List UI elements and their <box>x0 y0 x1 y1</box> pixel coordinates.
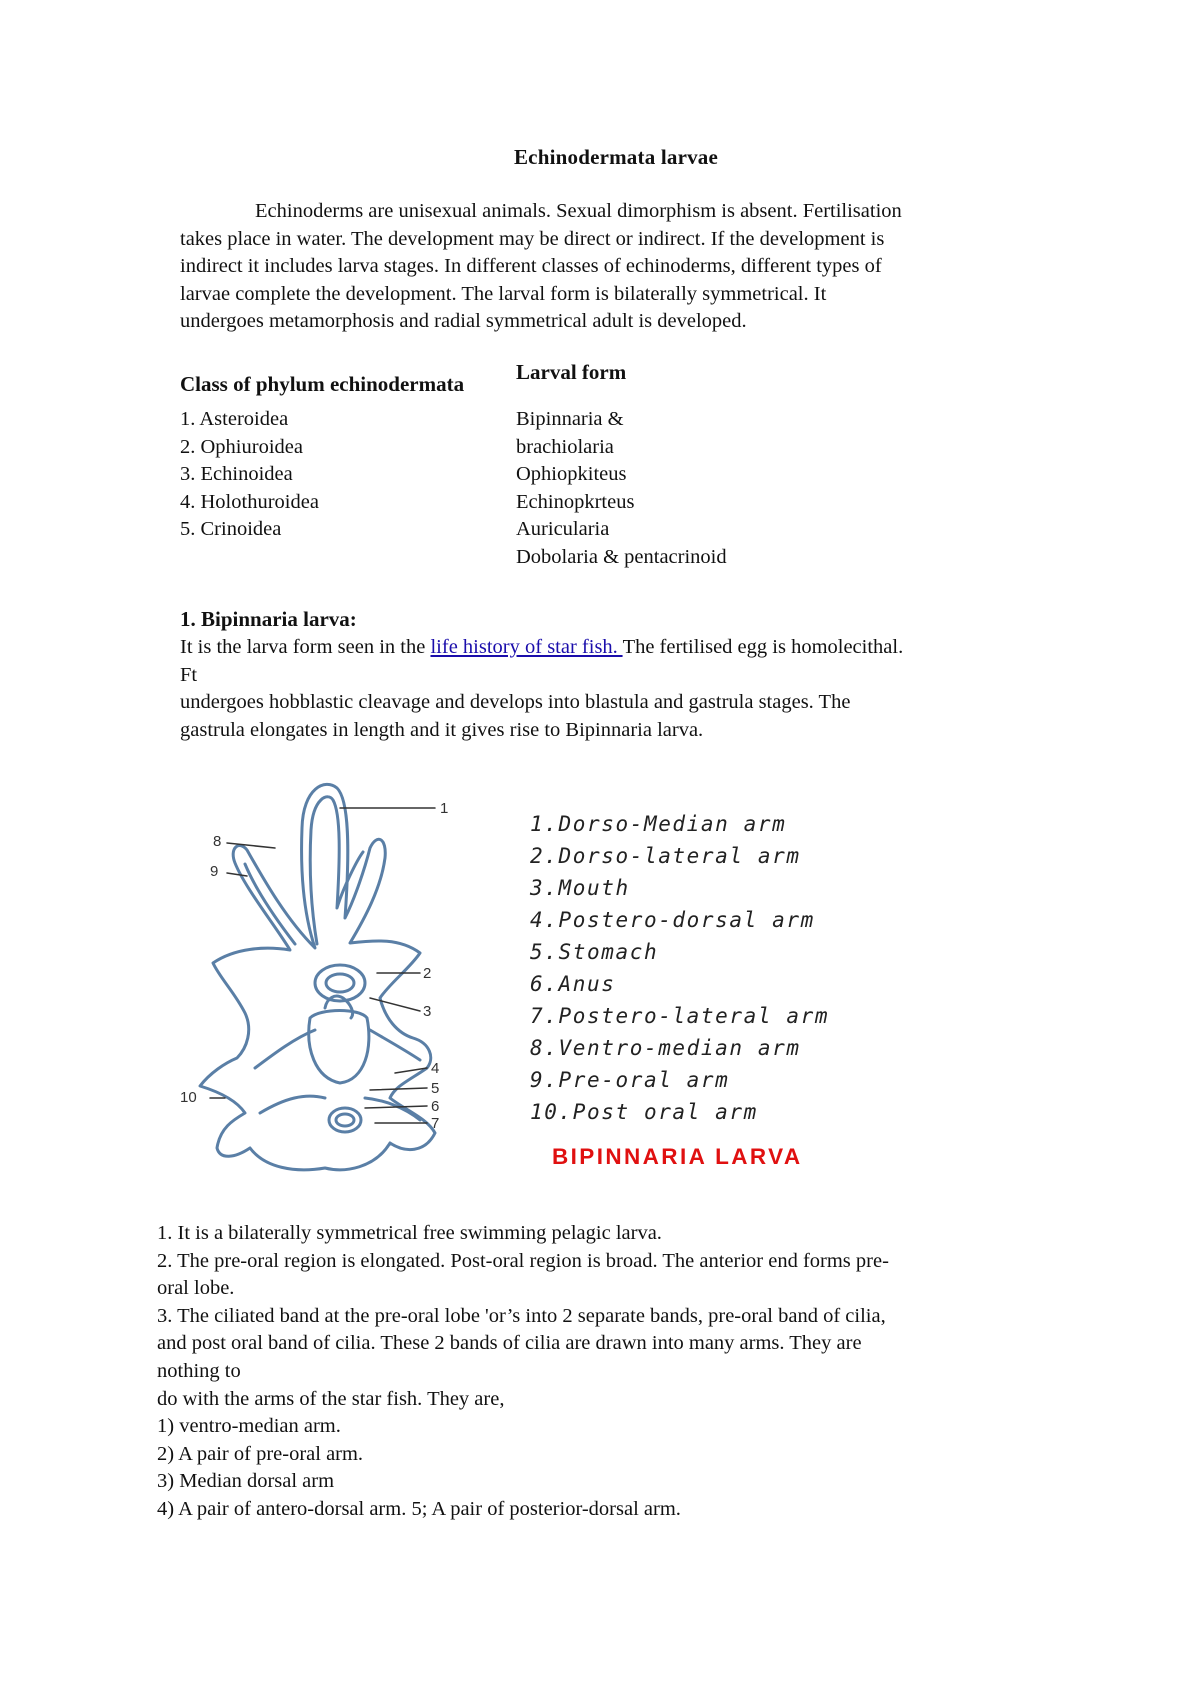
diagram-label-4: 4 <box>431 1060 440 1077</box>
legend-item: 6.Anus <box>530 972 616 996</box>
diagram-label-8: 8 <box>213 833 222 850</box>
list-item: Auricularia <box>516 518 610 541</box>
list-item: 4. Holothuroidea <box>180 490 319 513</box>
note-line: 3. The ciliated band at the pre-oral lobe 'or’s into 2 separate bands, pre-oral band of cilia, <box>157 1304 886 1327</box>
inner-outline <box>310 797 363 944</box>
section-line: It is the larva form seen in the life history of star fish. The fertilised egg is homolecithal. <box>180 636 904 658</box>
list-item: Ophiopkiteus <box>516 463 627 486</box>
list-item: Dobolaria & pentacrinoid <box>516 545 727 568</box>
bipinnaria-diagram <box>165 768 495 1198</box>
section-line: gastrula elongates in length and it gives rise to Bipinnaria larva. <box>180 718 704 741</box>
intro-line: undergoes metamorphosis and radial symmetrical adult is developed. <box>180 310 747 333</box>
notes-list <box>157 1220 1037 1524</box>
list-item: Bipinnaria & <box>516 408 624 430</box>
note-line: 2) A pair of pre-oral arm. <box>157 1442 364 1465</box>
intro-line: larvae complete the development. The larval form is bilaterally symmetrical. It <box>180 282 827 305</box>
diagram-label-10: 10 <box>180 1089 197 1106</box>
diagram-label-3: 3 <box>423 1003 432 1020</box>
intro-line: Echinoderms are unisexual animals. Sexual dimorphism is absent. Fertilisation <box>255 200 902 222</box>
note-line: do with the arms of the star fish. They are, <box>157 1387 505 1410</box>
class-list <box>180 406 319 544</box>
diagram-label-9: 9 <box>210 863 219 880</box>
legend-item: 4.Postero-dorsal arm <box>530 908 815 932</box>
section-body <box>180 634 1060 744</box>
note-line: 3) Median dorsal arm <box>157 1470 335 1493</box>
list-item: brachiolaria <box>516 435 614 458</box>
note-line: oral lobe. <box>157 1277 235 1300</box>
list-item: 5. Crinoidea <box>180 518 282 541</box>
life-history-link[interactable]: life history of star fish. <box>430 636 623 658</box>
larval-form-list <box>516 406 727 572</box>
legend-item: 8.Ventro-median arm <box>530 1036 801 1060</box>
document-title: Echinodermata larvae <box>513 145 719 169</box>
legend-item: 3.Mouth <box>530 876 630 900</box>
note-line: 1) ventro-median arm. <box>157 1415 341 1438</box>
note-line: 4) A pair of antero-dorsal arm. 5; A pair of posterior-dorsal arm. <box>157 1497 681 1520</box>
legend-item: 1.Dorso-Median arm <box>530 812 787 836</box>
figure-caption: BIPINNARIA LARVA <box>552 1144 803 1169</box>
table-header-class: Class of phylum echinodermata <box>180 372 465 396</box>
section-line: Ft <box>180 663 198 686</box>
legend-item: 10.Post oral arm <box>530 1100 758 1124</box>
section-line: undergoes hobblastic cleavage and develops into blastula and gastrula stages. The <box>180 691 851 714</box>
diagram-label-2: 2 <box>423 965 432 982</box>
legend-item: 7.Postero-lateral arm <box>530 1004 830 1028</box>
list-item: 3. Echinoidea <box>180 463 293 486</box>
diagram-label-5: 5 <box>431 1080 440 1097</box>
intro-line: takes place in water. The development may be direct or indirect. If the development is <box>180 227 885 250</box>
diagram-label-1: 1 <box>440 800 449 817</box>
intro-paragraph <box>180 198 1030 336</box>
note-line: 2. The pre-oral region is elongated. Post-oral region is broad. The anterior end forms pre- <box>157 1249 889 1272</box>
stomach-shape <box>309 1011 369 1084</box>
legend-item: 2.Dorso-lateral arm <box>530 844 801 868</box>
list-item: 1. Asteroidea <box>180 408 289 430</box>
anus-shape <box>329 1108 361 1132</box>
note-line: and post oral band of cilia. These 2 bands of cilia are drawn into many arms. They are <box>157 1332 862 1355</box>
diagram-label-7: 7 <box>431 1115 440 1132</box>
table-header-larval-form: Larval form <box>516 360 627 384</box>
note-line: 1. It is a bilaterally symmetrical free swimming pelagic larva. <box>157 1222 662 1244</box>
intro-line: indirect it includes larva stages. In different classes of echinoderms, different types of <box>180 255 882 278</box>
note-line: nothing to <box>157 1359 241 1382</box>
diagram-label-6: 6 <box>431 1098 440 1115</box>
list-item: 2. Ophiuroidea <box>180 435 303 458</box>
section-heading: 1. Bipinnaria larva: <box>180 607 357 631</box>
legend-item: 5.Stomach <box>530 940 659 964</box>
list-item: Echinopkrteus <box>516 490 635 513</box>
legend-item: 9.Pre-oral arm <box>530 1068 730 1092</box>
